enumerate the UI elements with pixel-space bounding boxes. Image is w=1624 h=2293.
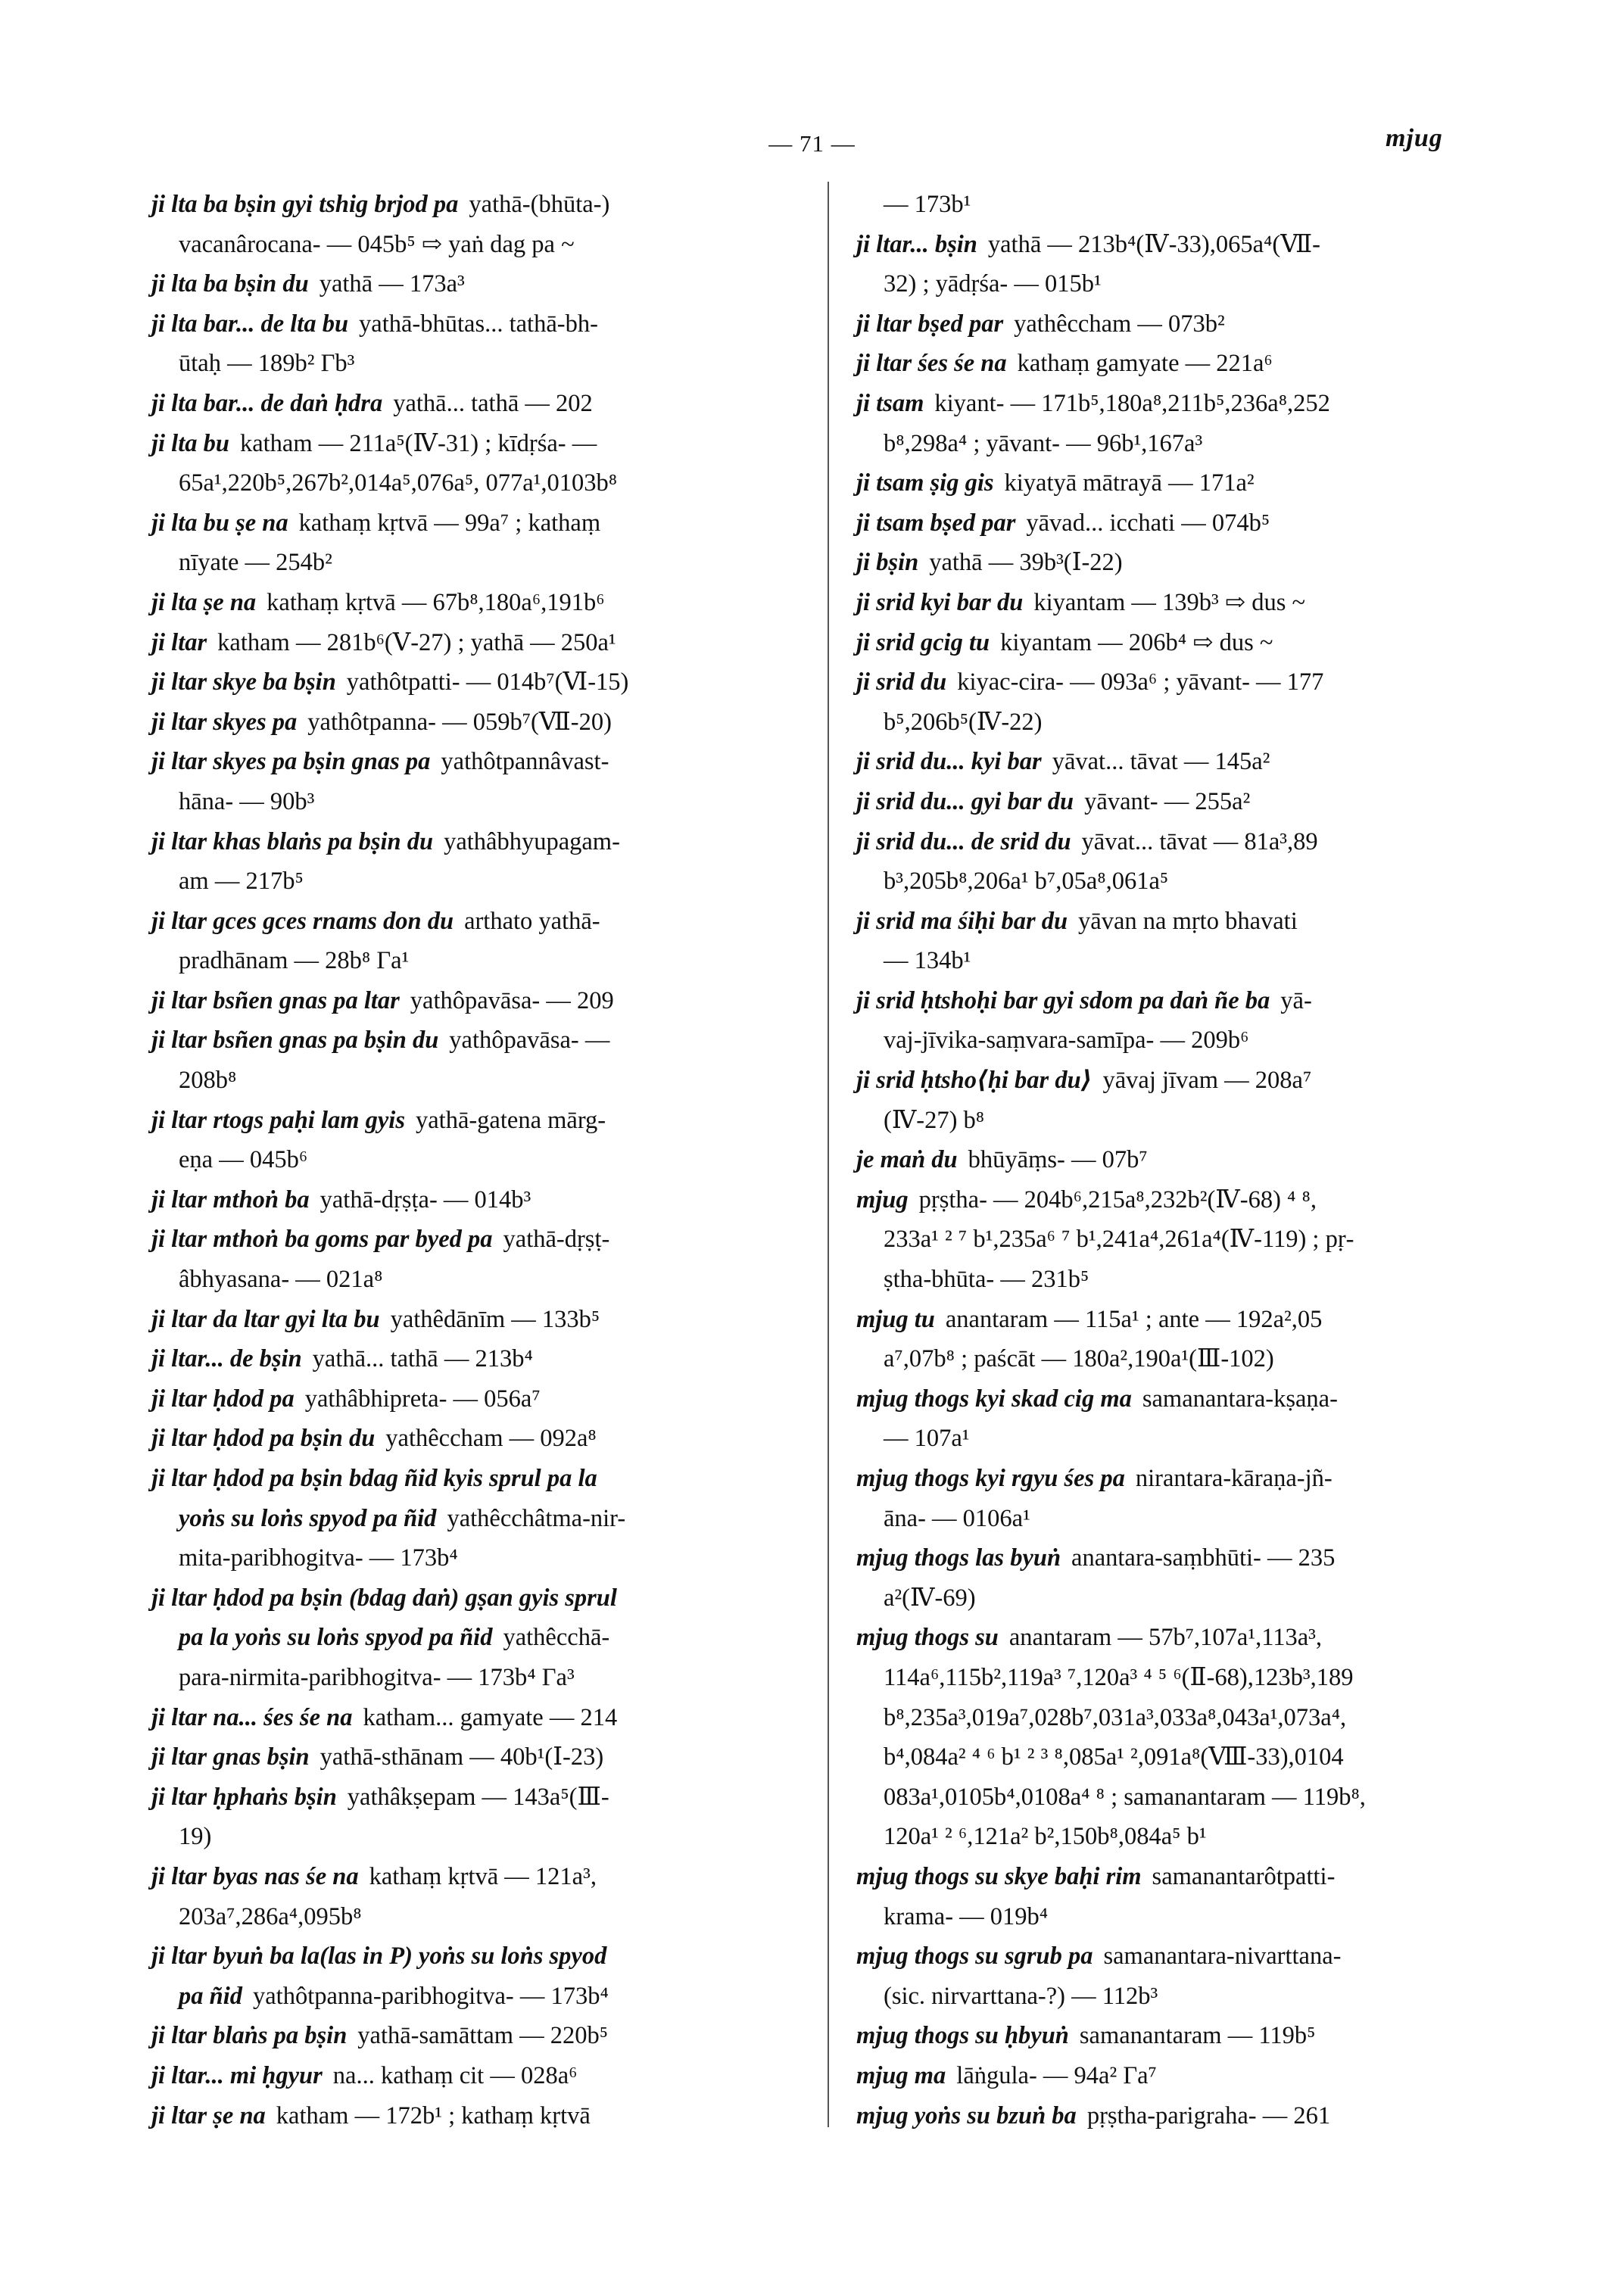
sanskrit-equivalent: pṛṣtha- — 204b⁶,215a⁸,232b²(Ⅳ-68) ⁴ ⁸, (918, 1185, 1317, 1213)
dictionary-line (151, 583, 801, 623)
sanskrit-equivalent: yathôtpannâvast- (441, 748, 609, 776)
dictionary-line (151, 1020, 801, 1061)
sanskrit-equivalent: b⁴,084a² ⁴ ⁶ b¹ ² ³ ⁸,085a¹ ²,091a⁸(Ⅷ-33),0104 (884, 1743, 1344, 1771)
dictionary-line (856, 424, 1504, 464)
dictionary-line (856, 703, 1504, 743)
sanskrit-equivalent: lāṅgula- — 94a² Γa⁷ (956, 2061, 1157, 2089)
tibetan-headword: ji bṣin (856, 549, 919, 577)
sanskrit-equivalent: krama- — 019b⁴ (884, 1902, 1049, 1930)
sanskrit-equivalent: 208b⁸ (179, 1067, 237, 1095)
dictionary-line (151, 861, 801, 902)
dictionary-line (856, 1618, 1504, 1658)
tibetan-headword: ji ltar blaṅs pa bṣin (151, 2022, 348, 2050)
dictionary-line (151, 1499, 801, 1539)
sanskrit-equivalent: yāvant- — 255a² (1084, 787, 1251, 815)
dictionary-line (856, 2096, 1504, 2136)
tibetan-headword: ji srid ḥtsho⟨ḥi bar du⟩ (856, 1067, 1093, 1095)
dictionary-line (856, 1180, 1504, 1220)
dictionary-line (151, 1658, 801, 1698)
tibetan-headword: ji ltar... bṣin (856, 230, 977, 258)
sanskrit-equivalent: katham — 172b¹ ; kathaṃ kṛtvā (276, 2101, 591, 2129)
tibetan-headword: pa ñid (179, 1982, 242, 2010)
dictionary-line (151, 1897, 801, 1937)
tibetan-headword: ji ltar skye ba bṣin (151, 668, 336, 696)
sanskrit-equivalent: samanantaram — 119b⁵ (1079, 2022, 1316, 2050)
dictionary-line (856, 662, 1504, 703)
tibetan-headword: ji ltar (151, 628, 207, 656)
dictionary-line (856, 623, 1504, 663)
page-number: — 71 — (768, 130, 856, 157)
tibetan-headword: ji ltar skyes pa (151, 708, 298, 736)
dictionary-line (151, 1300, 801, 1340)
left-column (151, 185, 801, 2136)
sanskrit-equivalent: yāvaj jīvam — 208a⁷ (1102, 1067, 1312, 1095)
sanskrit-equivalent: pradhānam — 28b⁸ Γa¹ (179, 947, 410, 975)
dictionary-line (856, 1658, 1504, 1698)
tibetan-headword: ji ltar ḥdod pa bṣin (bdag daṅ) gṣan gyis sprul (151, 1584, 617, 1612)
dictionary-line (151, 623, 801, 663)
tibetan-headword: mjug thogs kyi skad cig ma (856, 1385, 1132, 1413)
sanskrit-equivalent: yāvat... tāvat — 145a² (1052, 748, 1270, 776)
dictionary-line (151, 185, 801, 225)
tibetan-headword: ji tsam bṣed par (856, 509, 1016, 537)
dictionary-line (856, 1817, 1504, 1857)
sanskrit-equivalent: âbhyasana- — 021a⁸ (179, 1266, 383, 1294)
tibetan-headword: ji ltar ḥdod pa (151, 1385, 295, 1413)
right-column (856, 185, 1504, 2136)
dictionary-line (151, 782, 801, 822)
tibetan-headword: je maṅ du (856, 1146, 958, 1174)
tibetan-headword: mjug ma (856, 2061, 946, 2089)
dictionary-line (856, 543, 1504, 583)
dictionary-line (856, 822, 1504, 862)
tibetan-headword: ji ltar byuṅ ba la(las in P) yoṅs su loṅs spyod (151, 1943, 607, 1971)
sanskrit-equivalent: yathôtpanna- — 059b⁷(Ⅶ-20) (307, 708, 612, 736)
dictionary-line (856, 503, 1504, 544)
sanskrit-equivalent: para-nirmita-paribhogitva- — 173b⁴ Γa³ (179, 1663, 575, 1691)
tibetan-headword: ji ltar skyes pa bṣin gnas pa (151, 748, 431, 776)
tibetan-headword: mjug tu (856, 1305, 935, 1333)
dictionary-line (151, 1101, 801, 1141)
sanskrit-equivalent: yathā-dṛṣṭ- (503, 1226, 610, 1254)
dictionary-line (856, 902, 1504, 942)
dictionary-line (856, 1419, 1504, 1459)
dictionary-line (856, 1538, 1504, 1578)
tibetan-headword: ji srid du... kyi bar (856, 748, 1042, 776)
dictionary-line (151, 384, 801, 424)
sanskrit-equivalent: yathā-(bhūta-) (469, 191, 610, 218)
sanskrit-equivalent: ṣtha-bhūta- — 231b⁵ (884, 1266, 1089, 1294)
tibetan-headword: ji ltar byas nas śe na (151, 1862, 359, 1890)
sanskrit-equivalent: kathaṃ gamyate — 221a⁶ (1017, 350, 1273, 378)
sanskrit-equivalent: yathā-dṛṣṭa- — 014b³ (320, 1185, 531, 1213)
tibetan-headword: ji tsam (856, 389, 924, 417)
tibetan-headword: ji ltar khas blaṅs pa bṣin du (151, 827, 434, 855)
dictionary-line (151, 1936, 801, 1977)
dictionary-line (856, 1300, 1504, 1340)
tibetan-headword: ji srid kyi bar du (856, 588, 1024, 616)
dictionary-line (856, 583, 1504, 623)
sanskrit-equivalent: 114a⁶,115b²,119a³ ⁷,120a³ ⁴ ⁵ ⁶(Ⅱ-68),123b³,189 (884, 1663, 1354, 1691)
sanskrit-equivalent: b⁸,235a³,019a⁷,028b⁷,031a³,033a⁸,043a¹,073a⁴, (884, 1703, 1347, 1731)
dictionary-line (856, 782, 1504, 822)
dictionary-line (856, 1459, 1504, 1499)
sanskrit-equivalent: yathâbhipreta- — 056a⁷ (304, 1385, 541, 1413)
sanskrit-equivalent: yathêdānīm — 133b⁵ (390, 1305, 600, 1333)
sanskrit-equivalent: 120a¹ ² ⁶,121a² b²,150b⁸,084a⁵ b¹ (884, 1823, 1207, 1851)
dictionary-line (151, 264, 801, 304)
tibetan-headword: ji ltar gces gces rnams don du (151, 907, 454, 935)
dictionary-line (151, 1777, 801, 1818)
dictionary-line (856, 2016, 1504, 2056)
tibetan-headword: ji srid du... de srid du (856, 827, 1071, 855)
dictionary-line (856, 742, 1504, 782)
sanskrit-equivalent: — 107a¹ (884, 1425, 970, 1453)
sanskrit-equivalent: nīyate — 254b² (179, 549, 332, 577)
sanskrit-equivalent: katham — 281b⁶(Ⅴ-27) ; yathā — 250a¹ (217, 628, 616, 656)
tibetan-headword: ji ltar bsñen gnas pa bṣin du (151, 1027, 439, 1055)
dictionary-line (856, 1857, 1504, 1897)
sanskrit-equivalent: samanantara-kṣaṇa- (1142, 1385, 1338, 1413)
dictionary-line (856, 861, 1504, 902)
tibetan-headword: ji srid ma śiḥi bar du (856, 907, 1068, 935)
running-head: mjug (1386, 124, 1443, 152)
dictionary-line (151, 1737, 801, 1777)
sanskrit-equivalent: yathā — 173a³ (319, 270, 465, 298)
sanskrit-equivalent: b⁸,298a⁴ ; yāvant- — 96b¹,167a³ (884, 429, 1203, 457)
sanskrit-equivalent: katham... gamyate — 214 (363, 1703, 618, 1731)
sanskrit-equivalent: — 173b¹ (884, 191, 971, 218)
dictionary-line (856, 1061, 1504, 1101)
dictionary-line (856, 1220, 1504, 1260)
sanskrit-equivalent: am — 217b⁵ (179, 868, 304, 896)
dictionary-line (151, 902, 801, 942)
tibetan-headword: mjug thogs su ḥbyuṅ (856, 2022, 1069, 2050)
tibetan-headword: ji lta bar... de lta bu (151, 310, 349, 338)
tibetan-headword: ji ltar... mi ḥgyur (151, 2061, 323, 2089)
sanskrit-equivalent: eṇa — 045b⁶ (179, 1146, 308, 1174)
tibetan-headword: ji ltar mthoṅ ba goms par byed pa (151, 1226, 493, 1254)
sanskrit-equivalent: bhūyāṃs- — 07b⁷ (968, 1146, 1148, 1174)
dictionary-line (856, 941, 1504, 981)
sanskrit-equivalent: yathā... tathā — 202 (393, 389, 593, 417)
dictionary-line (151, 822, 801, 862)
sanskrit-equivalent: yāvat... tāvat — 81a³,89 (1081, 827, 1318, 855)
dictionary-line (151, 1538, 801, 1578)
tibetan-headword: ji lta bu (151, 429, 229, 457)
tibetan-headword: mjug thogs las byuṅ (856, 1544, 1061, 1572)
sanskrit-equivalent: yathôtpatti- — 014b⁷(Ⅵ-15) (346, 668, 629, 696)
sanskrit-equivalent: yathôpavāsa- — (449, 1027, 610, 1055)
tibetan-headword: ji ltar da ltar gyi lta bu (151, 1305, 380, 1333)
dictionary-line (151, 1459, 801, 1499)
sanskrit-equivalent: (sic. nirvarttana-?) — 112b³ (884, 1982, 1158, 2010)
sanskrit-equivalent: pṛṣtha-parigraha- — 261 (1086, 2101, 1331, 2129)
tibetan-headword: mjug (856, 1185, 909, 1213)
tibetan-headword: ji ltar na... śes śe na (151, 1703, 353, 1731)
tibetan-headword: ji lta ba bṣin du (151, 270, 309, 298)
sanskrit-equivalent: yā- (1280, 986, 1312, 1014)
dictionary-line (856, 1777, 1504, 1818)
tibetan-headword: yoṅs su loṅs spyod pa ñid (179, 1504, 437, 1532)
dictionary-line (151, 1140, 801, 1180)
dictionary-line (151, 742, 801, 782)
sanskrit-equivalent: yāvan na mṛto bhavati (1078, 907, 1298, 935)
sanskrit-equivalent: kiyantam — 206b⁴ ⇨ dus ~ (1000, 628, 1273, 656)
sanskrit-equivalent: kiyac-cira- — 093a⁶ ; yāvant- — 177 (957, 668, 1324, 696)
column-divider (828, 182, 829, 2127)
dictionary-line (856, 264, 1504, 304)
sanskrit-equivalent: b⁵,206b⁵(Ⅳ-22) (884, 708, 1043, 736)
tibetan-headword: ji ltar bsñen gnas pa ltar (151, 986, 400, 1014)
sanskrit-equivalent: yathêcchā- (503, 1624, 610, 1652)
tibetan-headword: ji ltar ḥdod pa bṣin bdag ñid kyis sprul pa la (151, 1465, 597, 1492)
tibetan-headword: ji ltar śes śe na (856, 350, 1007, 378)
sanskrit-equivalent: kathaṃ kṛtvā — 67b⁸,180a⁶,191b⁶ (267, 588, 605, 616)
dictionary-line (856, 1101, 1504, 1141)
dictionary-line (856, 463, 1504, 503)
sanskrit-equivalent: yathêcchâtma-nir- (447, 1504, 626, 1532)
dictionary-line (151, 543, 801, 583)
dictionary-line (151, 2096, 801, 2136)
sanskrit-equivalent: yathā-gatena mārg- (415, 1106, 606, 1134)
dictionary-line (856, 304, 1504, 344)
dictionary-line (151, 981, 801, 1021)
sanskrit-equivalent: samanantara-nivarttana- (1103, 1943, 1342, 1971)
tibetan-headword: ji ltar rtogs paḥi lam gyis (151, 1106, 405, 1134)
dictionary-line (151, 463, 801, 503)
tibetan-headword: ji srid du (856, 668, 947, 696)
dictionary-line (856, 1897, 1504, 1937)
dictionary-line (856, 1379, 1504, 1419)
dictionary-line (151, 703, 801, 743)
tibetan-headword: mjug thogs kyi rgyu śes pa (856, 1465, 1125, 1492)
sanskrit-equivalent: nirantara-kāraṇa-jñ- (1135, 1465, 1333, 1492)
dictionary-line (856, 1698, 1504, 1738)
dictionary-line (151, 225, 801, 265)
dictionary-line (151, 1578, 801, 1618)
sanskrit-equivalent: yathā... tathā — 213b⁴ (312, 1345, 533, 1373)
dictionary-line (856, 1578, 1504, 1618)
sanskrit-equivalent: yathā-bhūtas... tathā-bh- (359, 310, 598, 338)
sanskrit-equivalent: samanantarôtpatti- (1152, 1862, 1336, 1890)
sanskrit-equivalent: katham — 211a⁵(Ⅳ-31) ; kīdṛśa- — (239, 429, 597, 457)
dictionary-line (151, 1817, 801, 1857)
sanskrit-equivalent: kathaṃ kṛtvā — 99a⁷ ; kathaṃ (298, 509, 601, 537)
dictionary-line (856, 981, 1504, 1021)
sanskrit-equivalent: (Ⅳ-27) b⁸ (884, 1106, 985, 1134)
tibetan-headword: ji srid ḥtshoḥi bar gyi sdom pa daṅ ñe ba (856, 986, 1270, 1014)
tibetan-headword: ji ltar ṣe na (151, 2101, 266, 2129)
dictionary-line (151, 1061, 801, 1101)
dictionary-line (856, 1936, 1504, 1977)
tibetan-headword: ji ltar ḥdod pa bṣin du (151, 1425, 376, 1453)
dictionary-line (151, 1618, 801, 1658)
sanskrit-equivalent: anantara-saṃbhūti- — 235 (1071, 1544, 1336, 1572)
dictionary-line (151, 2056, 801, 2096)
sanskrit-equivalent: yathā-samāttam — 220b⁵ (357, 2022, 609, 2050)
sanskrit-equivalent: 233a¹ ² ⁷ b¹,235a⁶ ⁷ b¹,241a⁴,261a⁴(Ⅳ-119) ; pṛ- (884, 1226, 1354, 1254)
sanskrit-equivalent: kiyatyā mātrayā — 171a² (1004, 469, 1255, 497)
sanskrit-equivalent: yathâkṣepam — 143a⁵(Ⅲ- (347, 1783, 609, 1811)
tibetan-headword: ji lta ba bṣin gyi tshig brjod pa (151, 191, 459, 218)
dictionary-line (856, 1260, 1504, 1300)
tibetan-headword: mjug thogs su sgrub pa (856, 1943, 1093, 1971)
dictionary-line (151, 1857, 801, 1897)
sanskrit-equivalent: 32) ; yādṛśa- — 015b¹ (884, 270, 1102, 298)
sanskrit-equivalent: kiyantam — 139b³ ⇨ dus ~ (1033, 588, 1306, 616)
tibetan-headword: ji ltar... de bṣin (151, 1345, 302, 1373)
dictionary-line (151, 941, 801, 981)
tibetan-headword: ji ltar mthoṅ ba (151, 1185, 310, 1213)
dictionary-line (151, 1419, 801, 1459)
dictionary-line (151, 1379, 801, 1419)
sanskrit-equivalent: vacanârocana- — 045b⁵ ⇨ yaṅ dag pa ~ (179, 230, 575, 258)
sanskrit-equivalent: anantaram — 115a¹ ; ante — 192a²,05 (945, 1305, 1323, 1333)
dictionary-line (856, 1499, 1504, 1539)
tibetan-headword: ji lta ṣe na (151, 588, 257, 616)
tibetan-headword: ji srid du... gyi bar du (856, 787, 1074, 815)
sanskrit-equivalent: yathôpavāsa- — 209 (410, 986, 614, 1014)
dictionary-line (151, 304, 801, 344)
sanskrit-equivalent: a²(Ⅳ-69) (884, 1584, 976, 1612)
tibetan-headword: ji lta bar... de daṅ ḥdra (151, 389, 383, 417)
dictionary-line (151, 2016, 801, 2056)
sanskrit-equivalent: na... kathaṃ cit — 028a⁶ (332, 2061, 578, 2089)
tibetan-headword: mjug thogs su skye baḥi rim (856, 1862, 1142, 1890)
sanskrit-equivalent: ūtaḥ — 189b² Γb³ (179, 350, 355, 378)
tibetan-headword: ji ltar ḥphaṅs bṣin (151, 1783, 337, 1811)
dictionary-line (151, 424, 801, 464)
dictionary-line (856, 225, 1504, 265)
sanskrit-equivalent: yathêccham — 092a⁸ (385, 1425, 597, 1453)
tibetan-headword: ji ltar bṣed par (856, 310, 1004, 338)
tibetan-headword: ji srid gcig tu (856, 628, 990, 656)
dictionary-line (856, 1977, 1504, 2017)
sanskrit-equivalent: vaj-jīvika-saṃvara-samīpa- — 209b⁶ (884, 1027, 1249, 1055)
tibetan-headword: mjug thogs su (856, 1624, 999, 1652)
sanskrit-equivalent: 65a¹,220b⁵,267b²,014a⁵,076a⁵, 077a¹,0103b⁸ (179, 469, 618, 497)
sanskrit-equivalent: yathôtpanna-paribhogitva- — 173b⁴ (252, 1982, 609, 2010)
dictionary-line (856, 384, 1504, 424)
sanskrit-equivalent: āna- — 0106a¹ (884, 1504, 1030, 1532)
tibetan-headword: ji lta bu ṣe na (151, 509, 288, 537)
dictionary-line (856, 185, 1504, 225)
sanskrit-equivalent: yāvad... icchati — 074b⁵ (1026, 509, 1270, 537)
sanskrit-equivalent: yathā — 39b³(Ⅰ-22) (929, 549, 1123, 577)
sanskrit-equivalent: b³,205b⁸,206a¹ b⁷,05a⁸,061a⁵ (884, 868, 1169, 896)
dictionary-line (856, 1737, 1504, 1777)
dictionary-line (151, 1220, 801, 1260)
dictionary-line (856, 1020, 1504, 1061)
dictionary-line (151, 1698, 801, 1738)
sanskrit-equivalent: yathêccham — 073b² (1014, 310, 1225, 338)
sanskrit-equivalent: 083a¹,0105b⁴,0108a⁴ ⁸ ; samanantaram — 119b⁸, (884, 1783, 1366, 1811)
dictionary-line (856, 2056, 1504, 2096)
dictionary-line (151, 1977, 801, 2017)
tibetan-headword: mjug yoṅs su bzuṅ ba (856, 2101, 1077, 2129)
sanskrit-equivalent: kiyant- — 171b⁵,180a⁸,211b⁵,236a⁸,252 (934, 389, 1330, 417)
tibetan-headword: pa la yoṅs su loṅs spyod pa ñid (179, 1624, 493, 1652)
sanskrit-equivalent: anantaram — 57b⁷,107a¹,113a³, (1008, 1624, 1323, 1652)
sanskrit-equivalent: mita-paribhogitva- — 173b⁴ (179, 1544, 458, 1572)
dictionary-line (151, 503, 801, 544)
dictionary-line (151, 662, 801, 703)
dictionary-line (151, 344, 801, 384)
tibetan-headword: ji ltar gnas bṣin (151, 1743, 310, 1771)
tibetan-headword: ji tsam ṣig gis (856, 469, 994, 497)
sanskrit-equivalent: yathâbhyupagam- (444, 827, 620, 855)
sanskrit-equivalent: 203a⁷,286a⁴,095b⁸ (179, 1902, 362, 1930)
dictionary-line (856, 1140, 1504, 1180)
sanskrit-equivalent: yathā — 213b⁴(Ⅳ-33),065a⁴(Ⅶ- (987, 230, 1320, 258)
sanskrit-equivalent: hāna- — 90b³ (179, 787, 315, 815)
sanskrit-equivalent: kathaṃ kṛtvā — 121a³, (369, 1862, 597, 1890)
dictionary-line (151, 1180, 801, 1220)
sanskrit-equivalent: 19) (179, 1823, 212, 1851)
dictionary-line (856, 1339, 1504, 1379)
sanskrit-equivalent: a⁷,07b⁸ ; paścāt — 180a²,190a¹(Ⅲ-102) (884, 1345, 1274, 1373)
sanskrit-equivalent: — 134b¹ (884, 947, 971, 975)
sanskrit-equivalent: yathā-sthānam — 40b¹(Ⅰ-23) (320, 1743, 604, 1771)
dictionary-line (856, 344, 1504, 384)
dictionary-line (151, 1260, 801, 1300)
dictionary-line (151, 1339, 801, 1379)
sanskrit-equivalent: arthato yathā- (464, 907, 600, 935)
